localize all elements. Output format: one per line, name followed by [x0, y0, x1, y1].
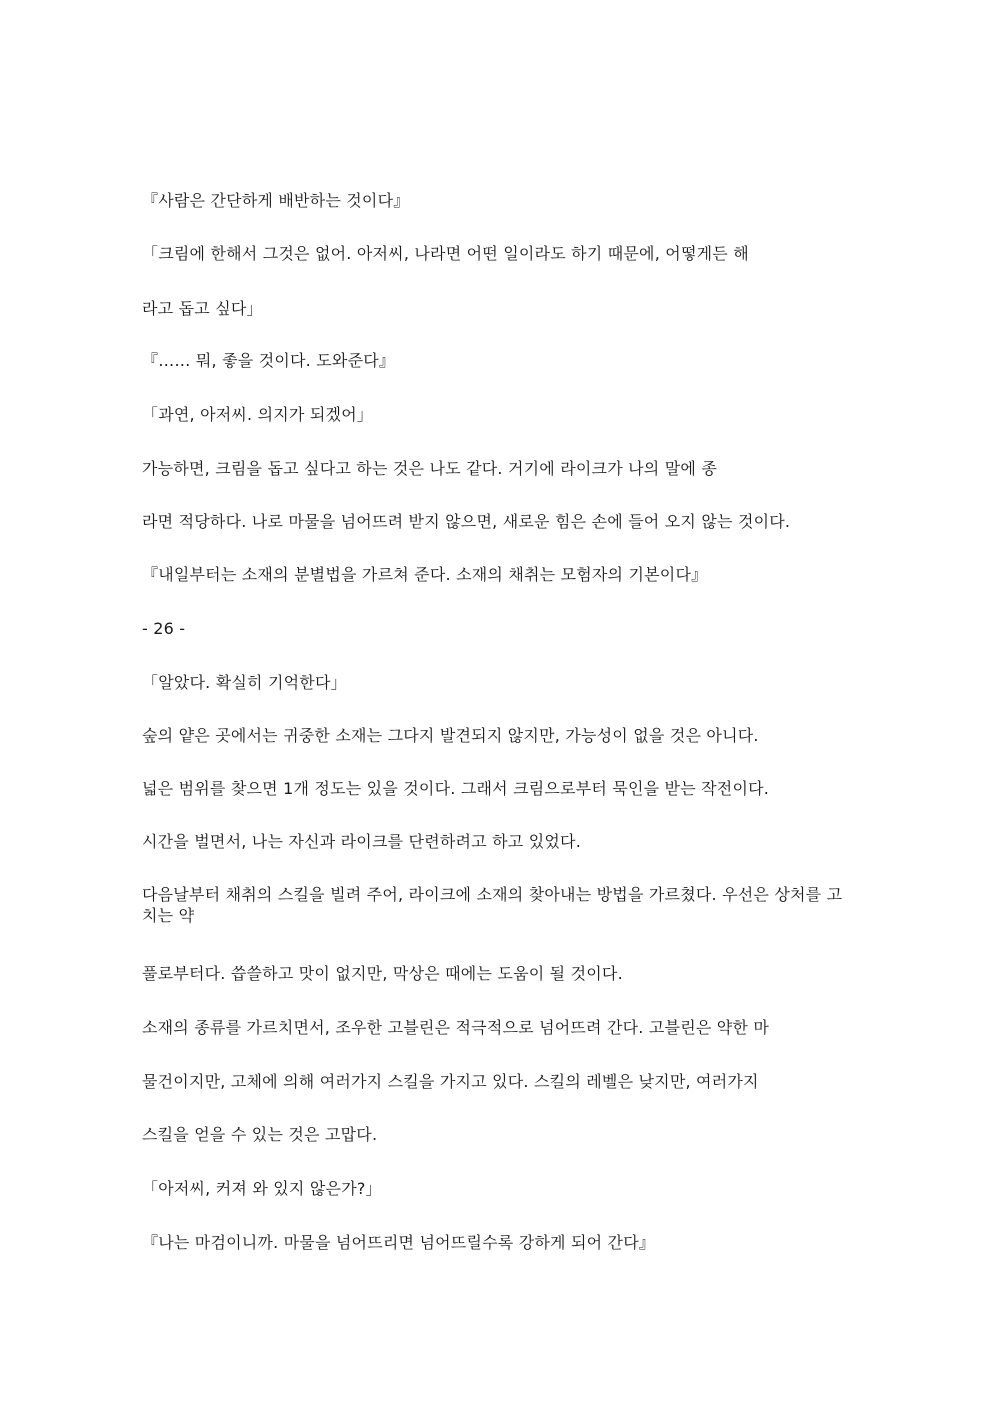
- text-line: 『나는 마검이니까. 마물을 넘어뜨리면 넘어뜨릴수록 강하게 되어 간다』: [142, 1233, 656, 1252]
- text-line: 물건이지만, 고체에 의해 여러가지 스킬을 가지고 있다. 스킬의 레벨은 낮지만, 여러가지: [142, 1072, 759, 1091]
- text-line: 『…… 뭐, 좋을 것이다. 도와준다』: [142, 351, 396, 370]
- text-line: 소재의 종류를 가르치면서, 조우한 고블린은 적극적으로 넘어뜨려 간다. 고블린은 약한 마: [142, 1018, 770, 1037]
- text-line: 「크림에 한해서 그것은 없어. 아저씨, 나라면 어떤 일이라도 하기 때문에, 어떻게든 해: [142, 244, 749, 263]
- text-line: 「아저씨, 커져 와 있지 않은가?」: [142, 1179, 382, 1198]
- text-line: 라면 적당하다. 나로 마물을 넘어뜨려 받지 않으면, 새로운 힘은 손에 들어 오지 않는 것이다.: [142, 512, 791, 531]
- text-line: 다음날부터 채취의 스킬을 빌려 주어, 라이크에 소재의 찾아내는 방법을 가르쳤다. 우선은 상처를 고치는 약: [142, 885, 843, 925]
- text-line: 시간을 벌면서, 나는 자신과 라이크를 단련하려고 하고 있었다.: [142, 832, 581, 851]
- text-line: 넓은 범위를 찾으면 1개 정도는 있을 것이다. 그래서 크림으로부터 묵인을 받는 작전이다.: [142, 779, 770, 798]
- text-line: 가능하면, 크림을 돕고 싶다고 하는 것은 나도 같다. 거기에 라이크가 나의 말에 종: [142, 459, 717, 478]
- text-line: 「과연, 아저씨. 의지가 되겠어」: [142, 405, 374, 424]
- text-line: 『사람은 간단하게 배반하는 것이다』: [142, 191, 410, 210]
- text-line: 『내일부터는 소재의 분별법을 가르쳐 준다. 소재의 채취는 모험자의 기본이다』: [142, 565, 708, 584]
- text-line: 「알았다. 확실히 기억한다」: [142, 673, 347, 692]
- page-number: - 26 -: [142, 619, 186, 638]
- text-line: 라고 돕고 싶다」: [142, 299, 263, 318]
- text-line: 숲의 얕은 곳에서는 귀중한 소재는 그다지 발견되지 않지만, 가능성이 없을 것은 아니다.: [142, 726, 759, 745]
- text-line: 풀로부터다. 씁쓸하고 맛이 없지만, 막상은 때에는 도움이 될 것이다.: [142, 964, 623, 983]
- text-line: 스킬을 얻을 수 있는 것은 고맙다.: [142, 1125, 378, 1144]
